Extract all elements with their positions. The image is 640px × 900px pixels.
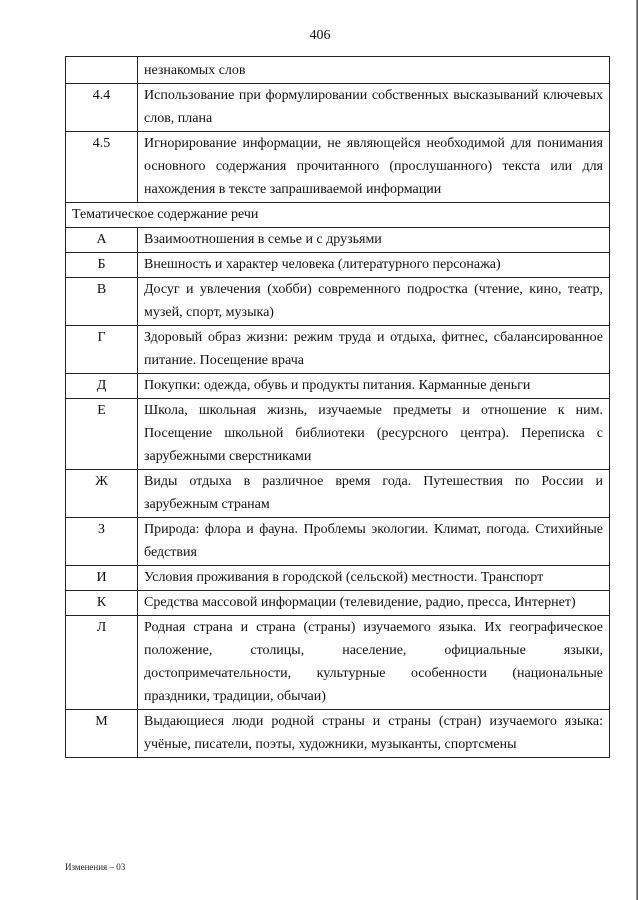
table-row xyxy=(66,253,610,278)
row-code: Б xyxy=(66,253,138,278)
row-code: Д xyxy=(66,374,138,399)
row-code: 4.4 xyxy=(66,84,138,132)
scan-edge-shadow xyxy=(636,0,638,900)
table-row xyxy=(66,518,610,566)
row-code: Г xyxy=(66,326,138,374)
row-text: Средства массовой информации (телевидение, радио, пресса, Интернет) xyxy=(138,591,610,616)
table-row xyxy=(66,228,610,253)
row-code: К xyxy=(66,591,138,616)
table-row xyxy=(66,399,610,470)
row-text: Взаимоотношения в семье и с друзьями xyxy=(138,228,610,253)
row-text: Выдающиеся люди родной страны и страны (стран) изучаемого языка: учёные, писатели, поэты, художники, музыканты, спортсмены xyxy=(138,710,610,758)
footer-revision-note: Изменения – 03 xyxy=(65,862,126,872)
row-text: Внешность и характер человека (литературного персонажа) xyxy=(138,253,610,278)
content-table xyxy=(65,56,610,758)
row-code: Ж xyxy=(66,470,138,518)
row-text: Родная страна и страна (страны) изучаемого языка. Их географическое положение, столицы, население, официальные языки, достопримечательности, культурные особенности (национальные праздники, традиции, обычаи) xyxy=(138,616,610,710)
row-code: А xyxy=(66,228,138,253)
row-text: Игнорирование информации, не являющейся необходимой для понимания основного содержания прочитанного (прослушанного) текста или для нахождения в тексте запрашиваемой информации xyxy=(138,132,610,203)
table-row xyxy=(66,470,610,518)
row-text: Здоровый образ жизни: режим труда и отдыха, фитнес, сбалансированное питание. Посещение врача xyxy=(138,326,610,374)
table-row xyxy=(66,616,610,710)
row-text: Школа, школьная жизнь, изучаемые предметы и отношение к ним. Посещение школьной библиотеки (ресурсного центра). Переписка с зарубежными сверстниками xyxy=(138,399,610,470)
row-code: З xyxy=(66,518,138,566)
section-heading: Тематическое содержание речи xyxy=(66,203,610,228)
table-row xyxy=(66,84,610,132)
row-text: Досуг и увлечения (хобби) современного подростка (чтение, кино, театр, музей, спорт, музыка) xyxy=(138,278,610,326)
row-code: Е xyxy=(66,399,138,470)
table-row xyxy=(66,566,610,591)
page-number: 406 xyxy=(309,28,331,43)
row-text: Виды отдыха в различное время года. Путешествия по России и зарубежным странам xyxy=(138,470,610,518)
table-row xyxy=(66,374,610,399)
row-text: Использование при формулировании собственных высказываний ключевых слов, плана xyxy=(138,84,610,132)
table-row xyxy=(66,326,610,374)
row-code: М xyxy=(66,710,138,758)
row-text: Покупки: одежда, обувь и продукты питания. Карманные деньги xyxy=(138,374,610,399)
row-code xyxy=(66,57,138,84)
section-row xyxy=(66,203,610,228)
row-code: 4.5 xyxy=(66,132,138,203)
table-row xyxy=(66,710,610,758)
table-row xyxy=(66,57,610,84)
row-text: незнакомых слов xyxy=(138,57,610,84)
table-row xyxy=(66,278,610,326)
row-code: И xyxy=(66,566,138,591)
table-row xyxy=(66,591,610,616)
table-row xyxy=(66,132,610,203)
row-code: Л xyxy=(66,616,138,710)
row-text: Природа: флора и фауна. Проблемы экологии. Климат, погода. Стихийные бедствия xyxy=(138,518,610,566)
row-code: В xyxy=(66,278,138,326)
row-text: Условия проживания в городской (сельской) местности. Транспорт xyxy=(138,566,610,591)
